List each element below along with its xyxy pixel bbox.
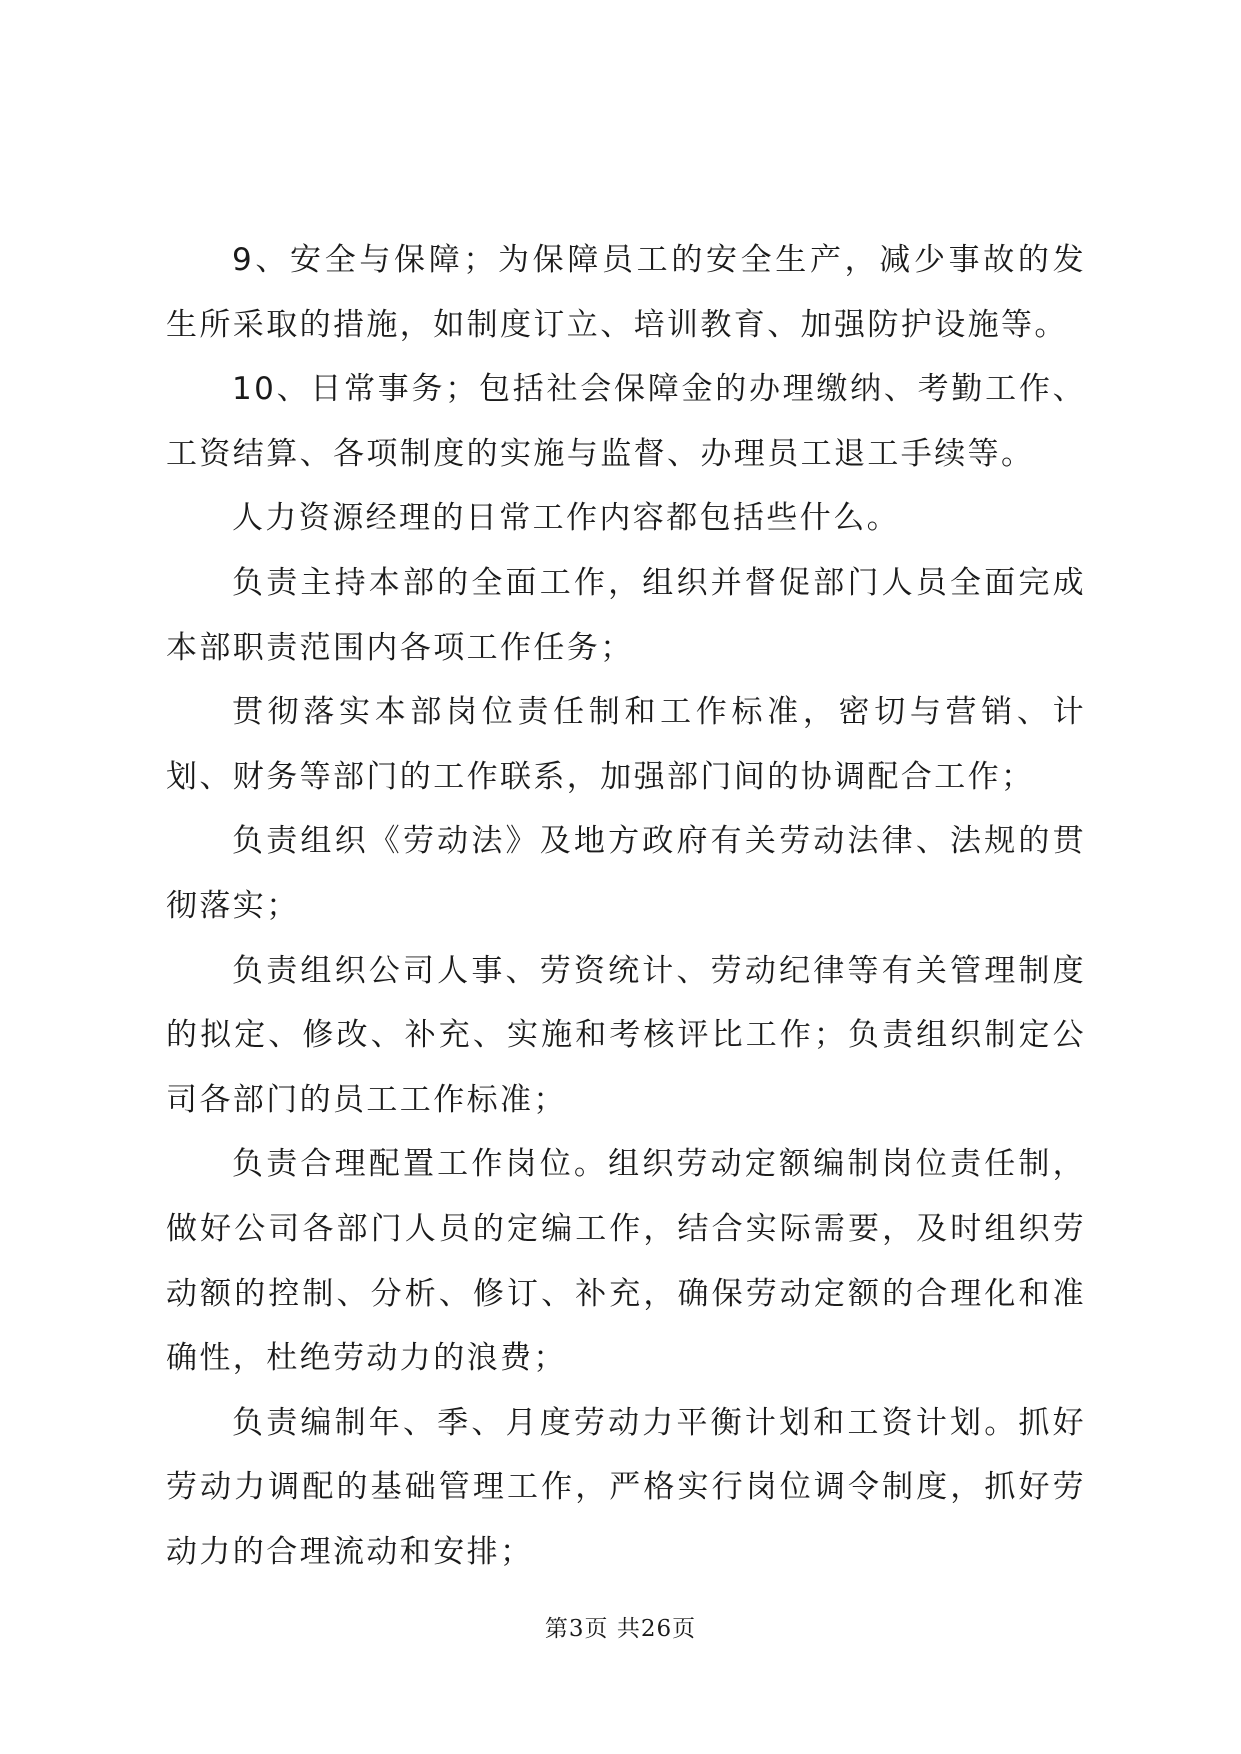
paragraph-overall-work: 负责主持本部的全面工作，组织并督促部门人员全面完成本部职责范围内各项工作任务； — [166, 564, 1086, 666]
paragraph-responsibility-system: 贯彻落实本部岗位责任制和工作标准，密切与营销、计划、财务等部门的工作联系，加强部门间的协调配合工作； — [166, 694, 1086, 795]
paragraph-labor-law: 负责组织《劳动法》及地方政府有关劳动法律、法规的贯彻落实； — [166, 823, 1086, 924]
paragraph-management-rules: 负责组织公司人事、劳资统计、劳动纪律等有关管理制度的拟定、修改、补充、实施和考核评比工作；负责组织制定公司各部门的员工工作标准； — [166, 952, 1086, 1118]
paragraph-job-allocation: 负责合理配置工作岗位。组织劳动定额编制岗位责任制，做好公司各部门人员的定编工作，结合实际需要，及时组织劳动额的控制、分析、修订、补充，确保劳动定额的合理化和准确性，杜绝劳动力的浪费； — [166, 1146, 1086, 1377]
document-body — [166, 228, 1086, 1584]
paragraph-safety: 9、安全与保障；为保障员工的安全生产，减少事故的发生所采取的措施，如制度订立、培训教育、加强防护设施等。 — [166, 242, 1086, 343]
paragraph-daily-affairs: 10、日常事务；包括社会保障金的办理缴纳、考勤工作、工资结算、各项制度的实施与监督、办理员工退工手续等。 — [166, 371, 1086, 472]
paragraph-hr-manager-question: 人力资源经理的日常工作内容都包括些什么。 — [232, 500, 900, 537]
paragraph-labor-planning: 负责编制年、季、月度劳动力平衡计划和工资计划。抓好劳动力调配的基础管理工作，严格实行岗位调令制度，抓好劳动力的合理流动和安排； — [166, 1404, 1086, 1570]
page-number-footer: 第3页 共26页 — [544, 1616, 697, 1642]
